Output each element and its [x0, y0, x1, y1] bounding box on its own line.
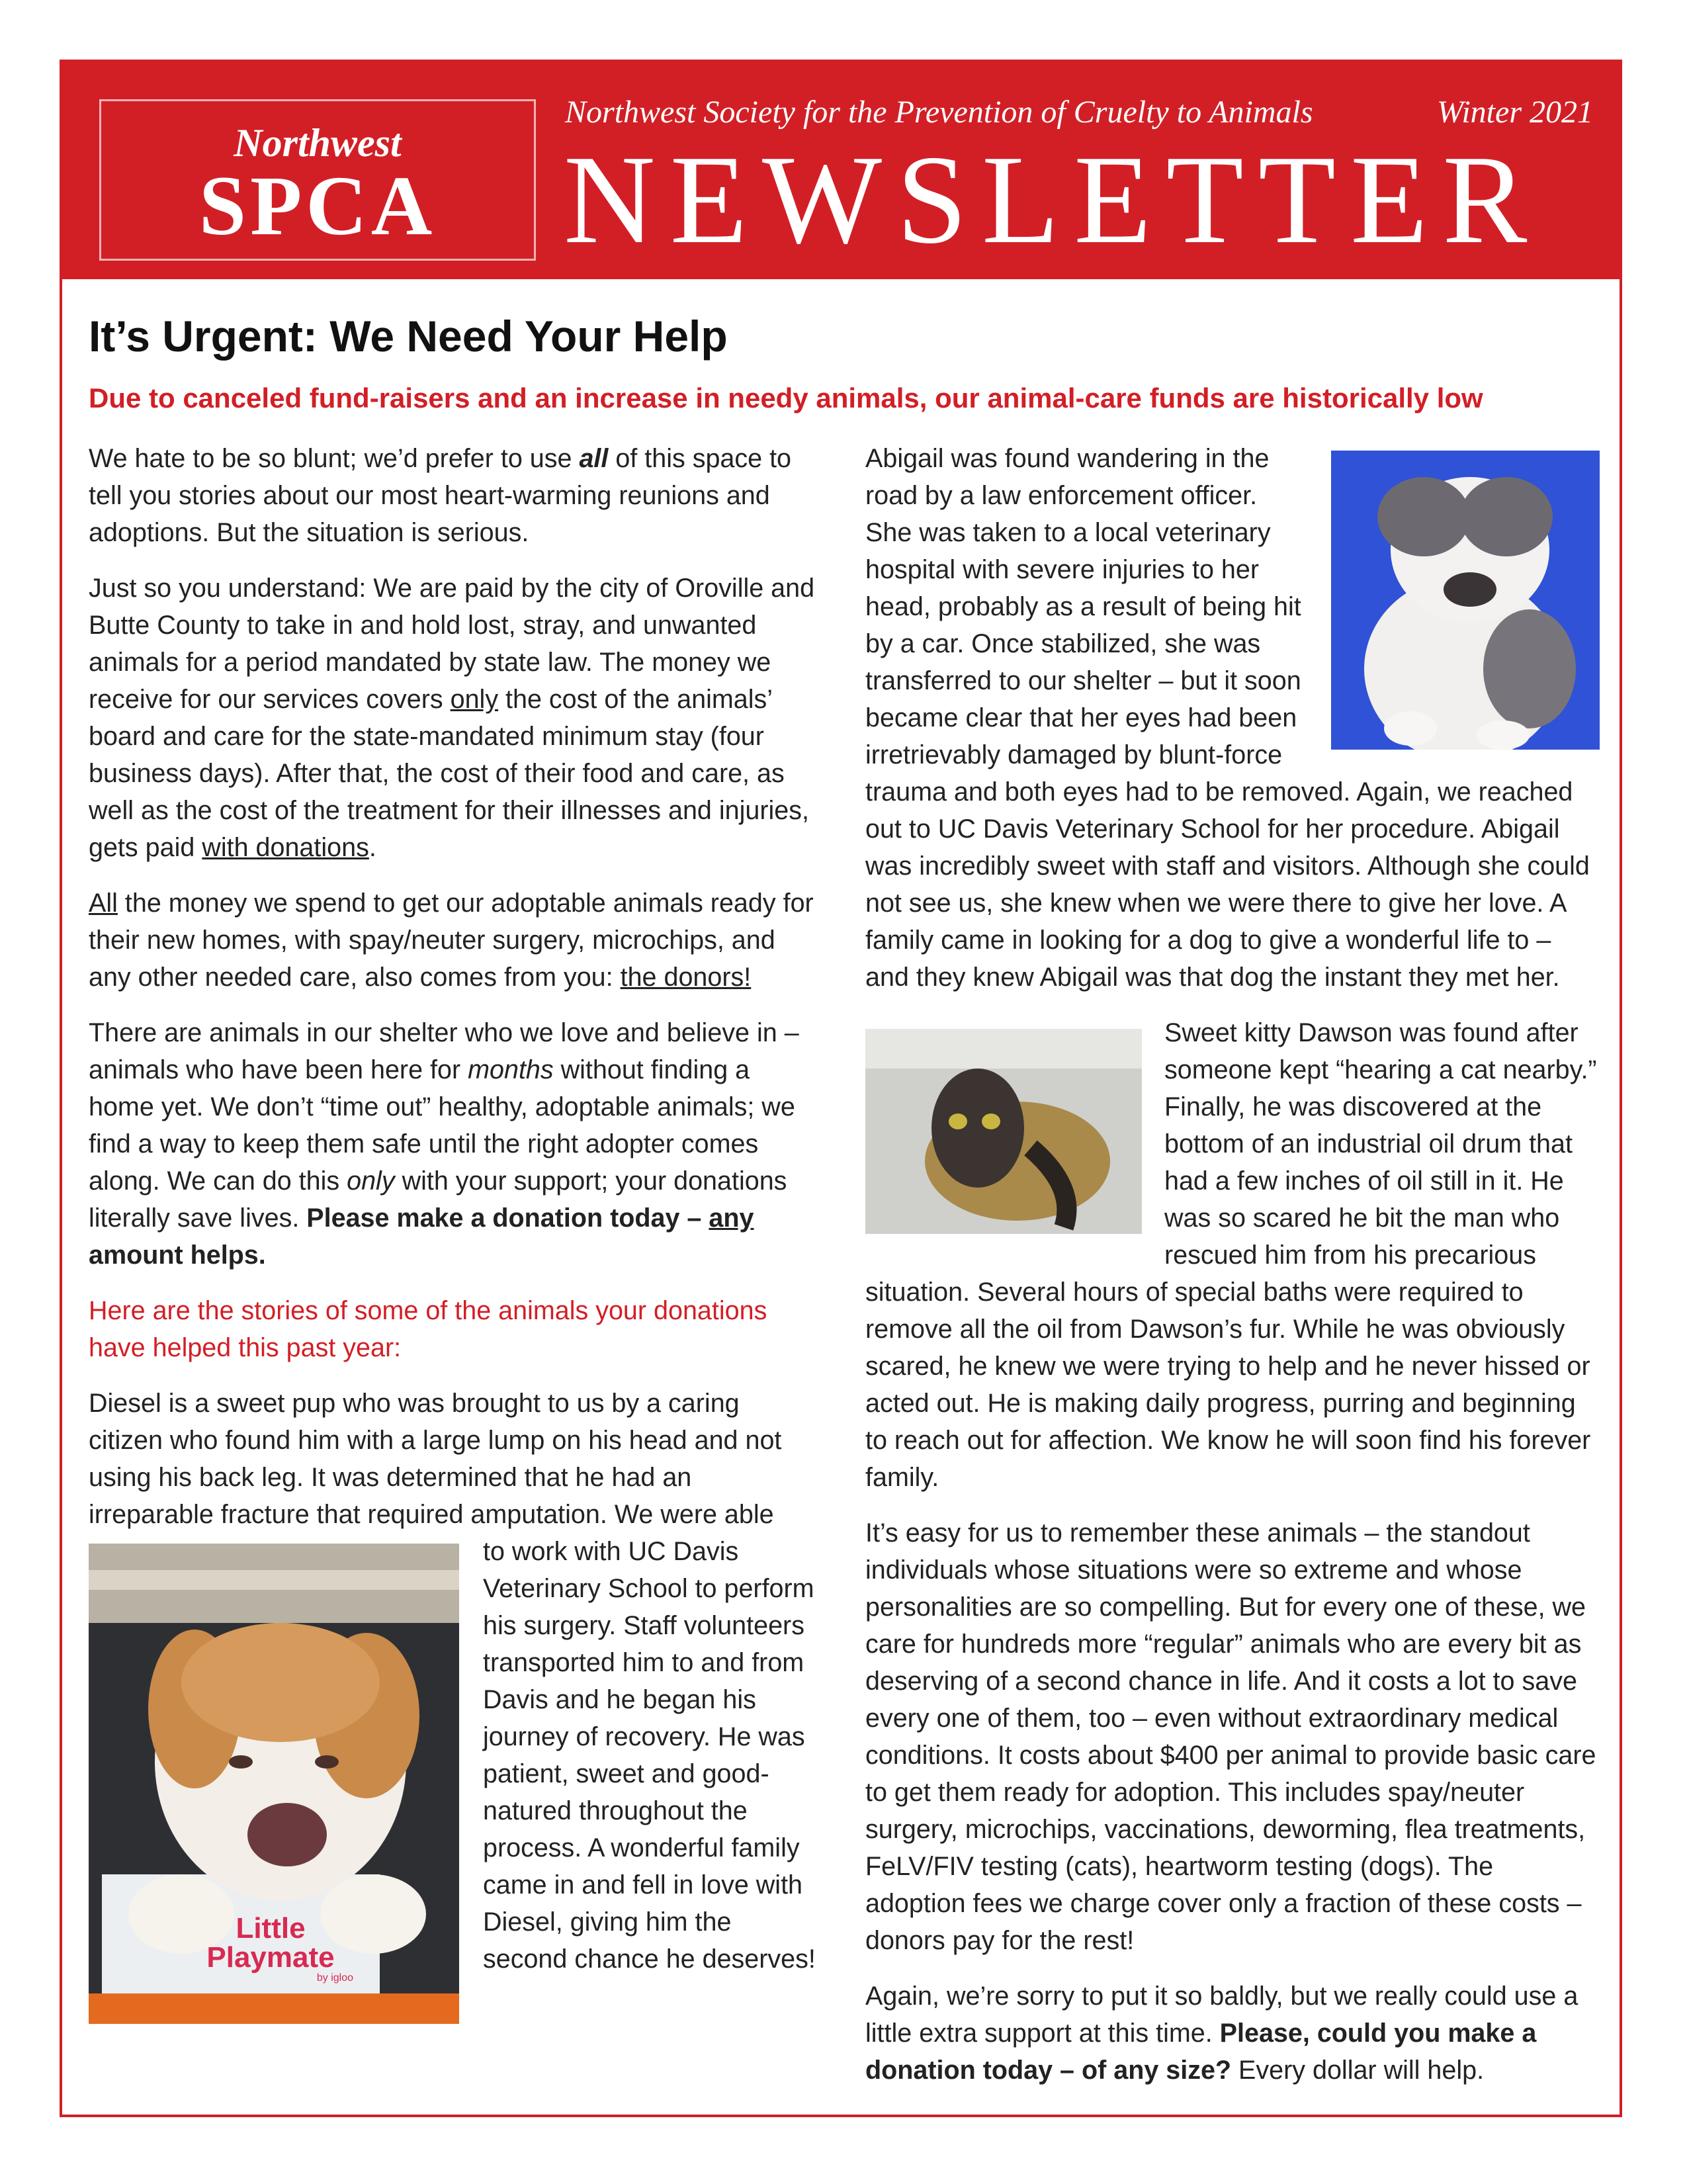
article-headline: It’s Urgent: We Need Your Help: [89, 312, 728, 361]
text: Sweet kitty Dawson was found after someone kept “hearing a cat nearby.” Finally, he was discovered at the bottom of an industrial oil drum that had a few inches of oil still in it. He was so scared he bit the man who rescued him from his precarious situation. Several hours of special baths were required to remove all the oil from Dawson’s fur. While he was obviously scared, he knew we were trying to help and he never hissed or acted out. He is making daily progress, purring and beginning to reach out for affection. We know he will soon find his forever family.: [865, 1018, 1597, 1492]
text: Diesel is a sweet pup who was brought to us by a caring citizen who found him with a large lump on his head and not using his back leg. It was determined that he had an irreparable fracture that required amputation. We were able: [89, 1389, 782, 1529]
text-emphasis: months: [468, 1055, 554, 1084]
text-underline: All: [89, 889, 118, 918]
text: We hate to be so blunt; we’d prefer to use: [89, 444, 580, 473]
text: without finding a home yet. We don’t “time out” healthy, adoptable animals; we find a way to keep them safe until the right adopter comes along. We can do this: [89, 1055, 795, 1196]
cooler-label-line3: by igloo: [316, 1972, 353, 1984]
text: to work with UC Davis Veterinary School to perform his surgery. Staff volunteers transported him to and from Davis and he began his journey of recovery. He was patient, sweet and good-natured throughout the process. A wonderful family came in and fell in love with Diesel, giving him the second chance he deserves!: [483, 1537, 816, 1974]
abigail-photo: [1331, 451, 1600, 750]
text: with your support; your donations literally save lives.: [89, 1166, 787, 1233]
spca-logo: [99, 99, 536, 261]
text: of this space to tell you stories about our most heart-warming reunions and adoptions. But the situation is serious.: [89, 444, 792, 547]
paragraph-stories-intro: Here are the stories of some of the animals your donations have helped this past year:: [89, 1296, 767, 1362]
paragraph-abigail-story: [865, 440, 1600, 996]
text: .: [368, 833, 376, 862]
paragraph-shelter: [89, 1014, 820, 1274]
masthead-title: NEWSLETTER: [564, 129, 1542, 270]
text-bold: Please make a donation today –: [306, 1203, 709, 1233]
text: the cost of the animals’ board and care for the state-mandated minimum stay (four business days). After that, the cost of their food and care, as well as the cost of the treatment for their illnesses and injuries, gets paid: [89, 685, 809, 862]
text-underline: only: [450, 685, 499, 714]
text-underline: the donors!: [620, 963, 752, 992]
paragraph-donors: [89, 885, 820, 996]
text-bold: amount helps.: [89, 1241, 266, 1270]
left-column: [89, 440, 820, 2024]
text-emphasis: only: [347, 1166, 395, 1196]
organization-name: Northwest Society for the Prevention of Cruelty to Animals: [565, 95, 1313, 130]
paragraph-regular-animals: It’s easy for us to remember these animals – the standout individuals whose situations were so extreme and whose personalities are so compelling. But for every one of these, we care for hundreds more “regular” animals who are every bit as deserving of a second chance in life. And it costs a lot to save every one of them, too – even without extraordinary medical conditions. It costs about $400 per animal to provide basic care to get them ready for adoption. This includes spay/neuter surgery, microchips, vaccinations, deworming, flea treatments, FeLV/FIV testing (cats), heartworm testing (dogs). The adoption fees we charge cover only a fraction of these costs – donors pay for the rest!: [865, 1518, 1596, 1955]
text-emphasis: all: [579, 444, 609, 473]
text: the money we spend to get our adoptable animals ready for their new homes, with spay/neuter surgery, microchips, and any other needed care, also comes from you:: [89, 889, 814, 992]
cooler-label-line1: Little: [236, 1912, 306, 1944]
paragraph-closing-appeal: [865, 1978, 1600, 2089]
paragraph-intro: [89, 440, 820, 551]
text: Every dollar will help.: [1231, 2056, 1485, 2085]
issue-date: Winter 2021: [1437, 95, 1593, 130]
text: Abigail was found wandering in the road by a law enforcement officer. She was taken to a local veterinary hospital with severe injuries to her head, probably as a result of being hit by a car. Once stabilized, she was transferred to our shelter – but it soon became clear that her eyes had been irretrievably damaged by blunt-force trauma and both eyes had to be removed. Again, we reached out to UC Davis Veterinary School for her procedure. Abigail was incredibly sweet with staff and visitors. Although she could not see us, she knew when we were there to give her love. A family came in looking for a dog to give a wonderful life to – and they knew Abigail was that dog the instant they met her.: [865, 444, 1590, 992]
newsletter-header: [60, 60, 1622, 279]
text: Again, we’re sorry to put it so baldly, but we really could use a little extra support at this time.: [865, 1982, 1579, 2048]
abigail-dog-image: [1331, 451, 1600, 750]
diesel-story-wrap: [89, 1533, 820, 1984]
text-bold-underline: any: [709, 1203, 754, 1233]
diesel-photo: [89, 1544, 459, 2024]
cooler-label-line2: Playmate: [206, 1941, 335, 1974]
logo-northwest: Northwest: [234, 121, 402, 165]
right-column: [865, 440, 1600, 2107]
text: Just so you understand: We are paid by the city of Oroville and Butte County to take in and hold lost, stray, and unwanted animals for a period mandated by state law. The money we receive for our services covers: [89, 574, 815, 714]
text: There are animals in our shelter who we love and believe in – animals who have been here for: [89, 1018, 799, 1084]
text-underline: with donations: [202, 833, 369, 862]
article-subhead: Due to canceled fund-raisers and an increase in needy animals, our animal-care funds are historically low: [89, 382, 1483, 414]
dawson-photo: [865, 1029, 1142, 1234]
cooler-label: [188, 1914, 353, 1984]
text-bold: Please, could you make a donation today – of any size?: [865, 2019, 1537, 2085]
paragraph-funding: [89, 570, 820, 866]
paragraph-diesel-story: [89, 1385, 820, 1533]
paragraph-dawson-story: [865, 1014, 1600, 1496]
dawson-cat-image: [865, 1029, 1142, 1234]
logo-spca: SPCA: [198, 159, 437, 253]
